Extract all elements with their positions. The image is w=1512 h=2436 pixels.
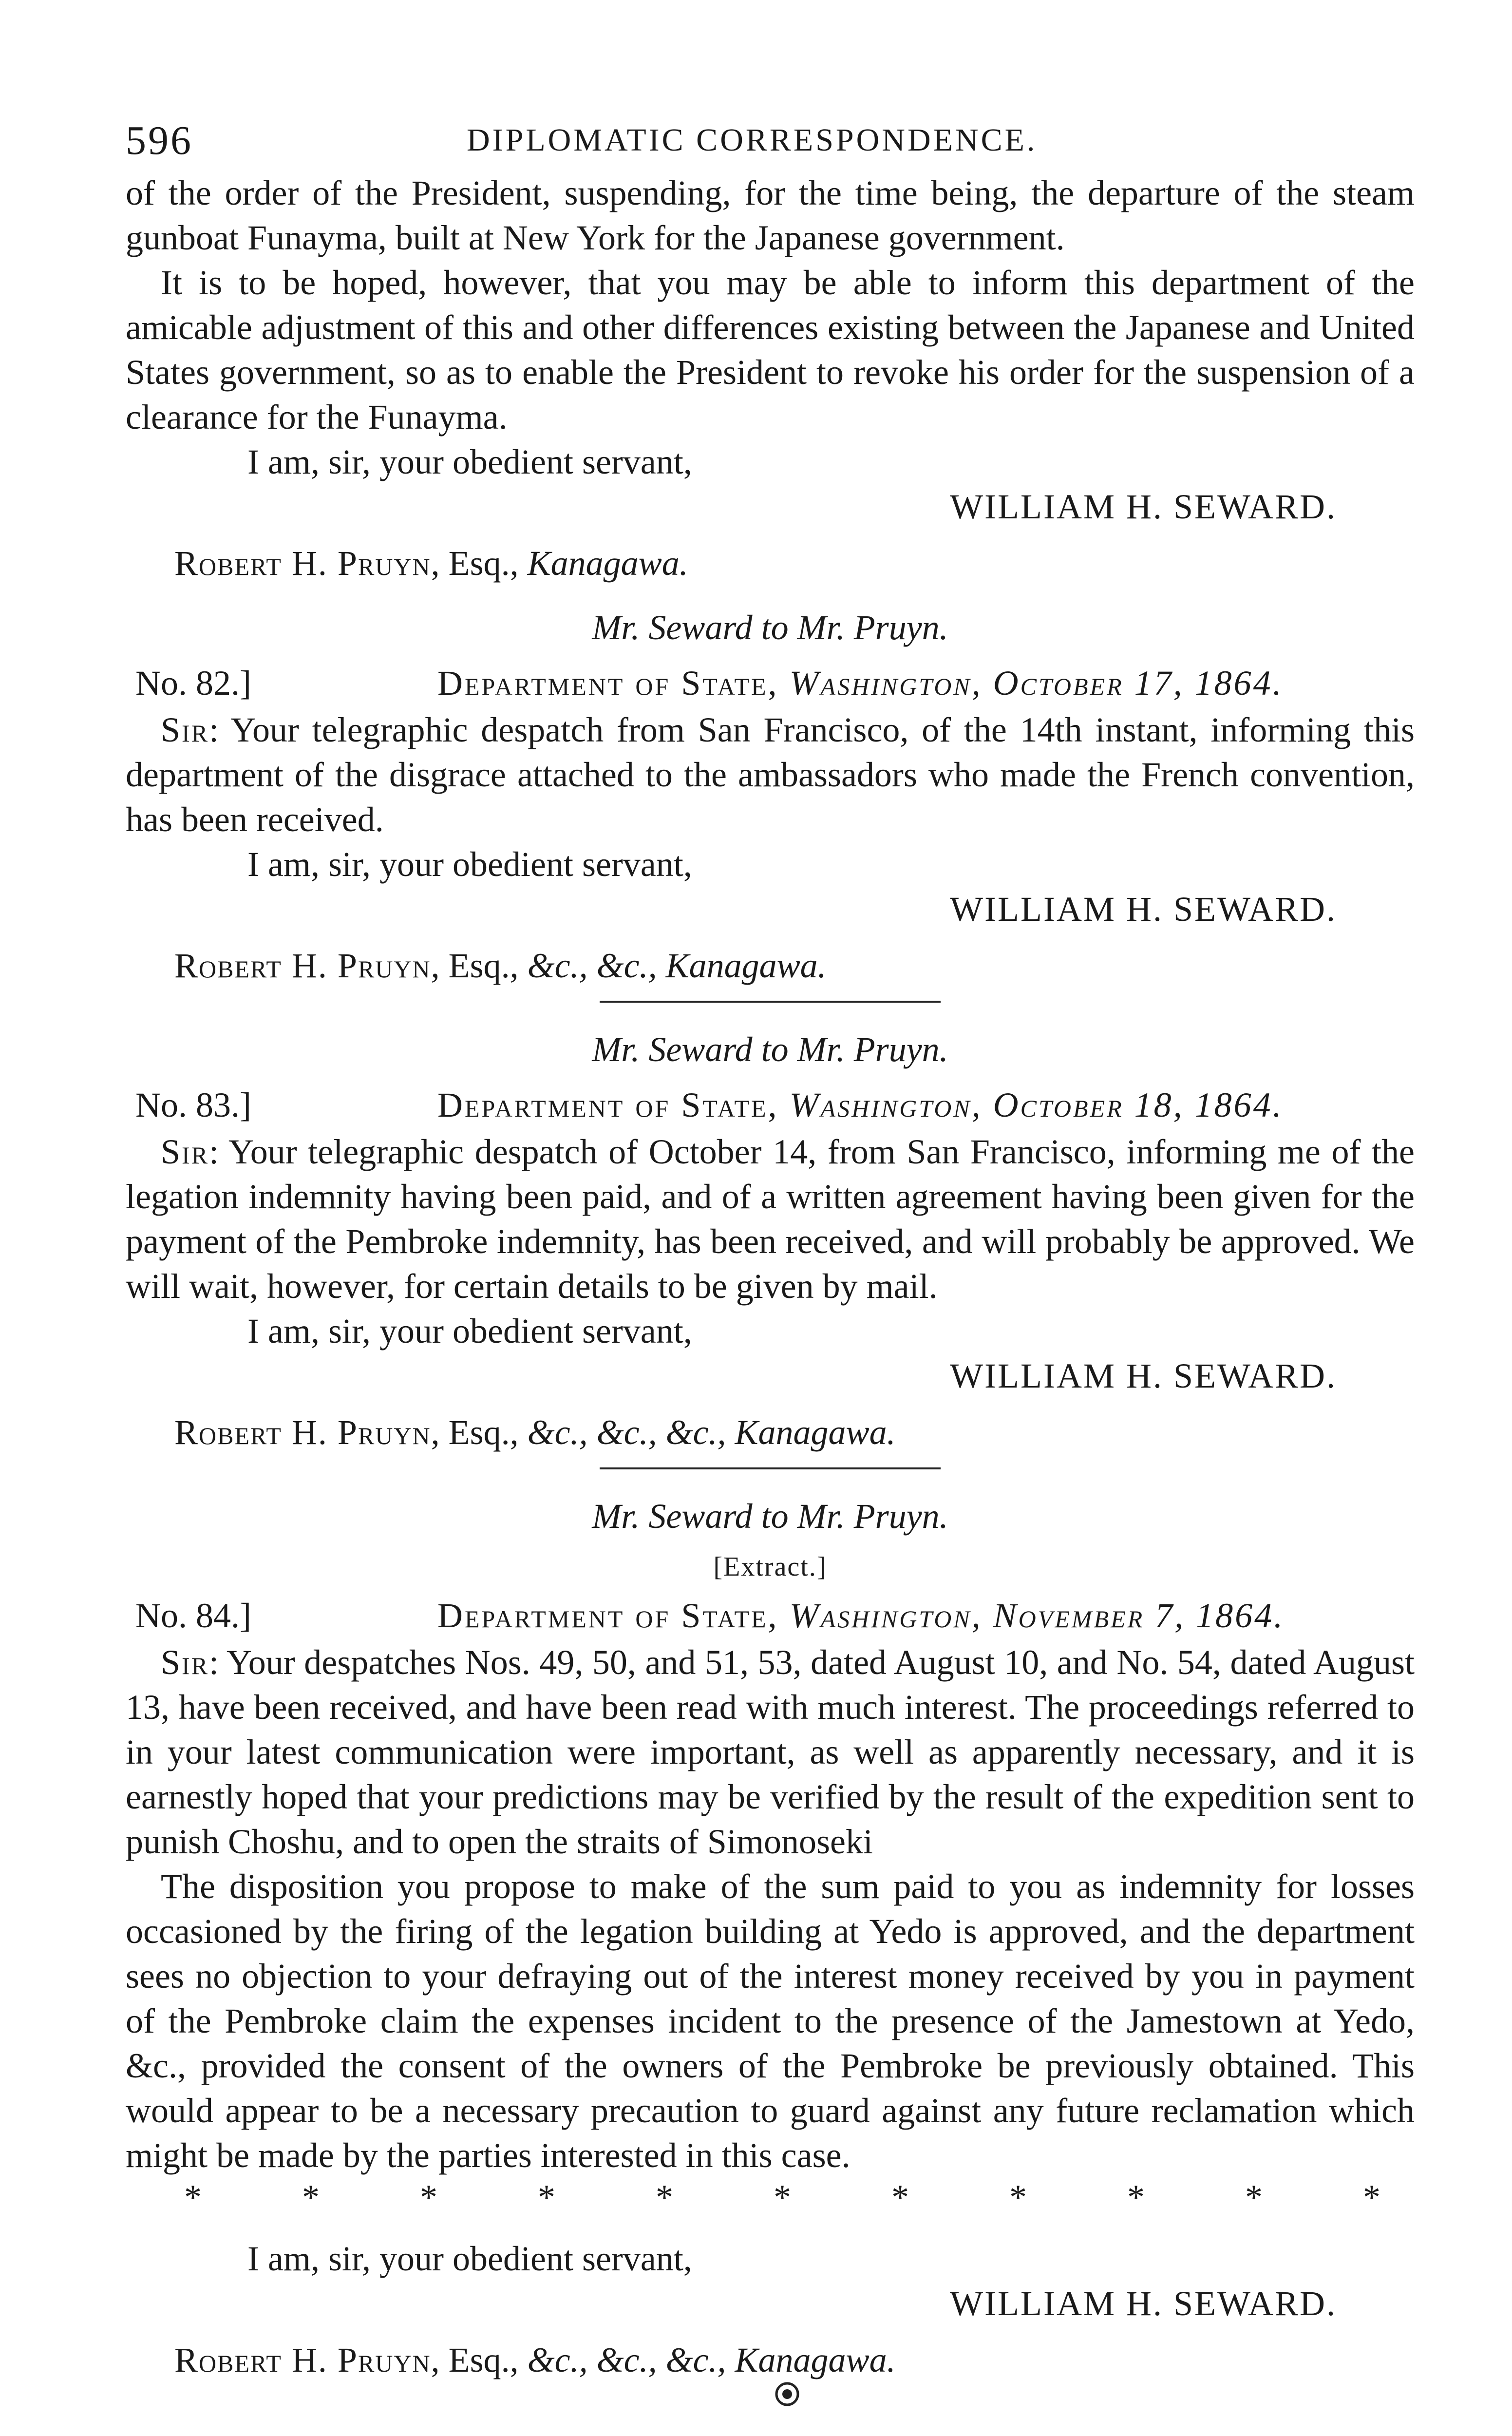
body-text: : Your telegraphic despatch from San Francisco, of the 14th instant, informing this department of the disgrace attached to the ambassadors who made the French convention, has been received. bbox=[126, 710, 1415, 839]
recipient-name: Robert H. Pruyn bbox=[174, 2341, 431, 2379]
letter-dateline bbox=[126, 1591, 1415, 1640]
section-divider bbox=[600, 1467, 941, 1469]
letter-date: Washington, October 18, 1864. bbox=[789, 1085, 1284, 1124]
signature: WILLIAM H. SEWARD. bbox=[950, 890, 1337, 929]
letter-department bbox=[437, 1591, 1285, 1640]
recipient-name: Robert H. Pruyn bbox=[174, 946, 431, 985]
letter-84 bbox=[126, 1494, 1415, 2382]
page-number: 596 bbox=[126, 118, 193, 163]
letter-body bbox=[126, 1129, 1415, 1309]
department-name: Department of State, bbox=[437, 1596, 779, 1635]
letter-body-continued: The disposition you propose to make of the sum paid to you as indemnity for losses occasioned by the firing of the legation building at Yedo is approved, and the department sees no objection to your defraying out of the interest money received by you in payment of the Pembroke claim the expenses incident to the presence of the Jamestown at Yedo, &c., provided the consent of the owners of the Pembroke be previously obtained. This would appear to be a necessary precaution to guard against any future reclamation which might be made by the parties interested in this case. bbox=[126, 1867, 1415, 2175]
star: * bbox=[1363, 2178, 1380, 2217]
letter-dateline bbox=[126, 659, 1415, 707]
recipient-name: Robert H. Pruyn bbox=[174, 1413, 431, 1452]
recipient-title: , Esq., bbox=[431, 946, 528, 985]
body-text: : Your telegraphic despatch of October 14, from San Francisco, informing me of the legation indemnity having been paid, and of a written agreement having been given for the payment of the Pembroke indemnity, has been received, and will probably be approved. We will wait, however, for certain details to be given by mail. bbox=[126, 1132, 1415, 1306]
recipient-place: &c., &c., Kanagawa. bbox=[527, 946, 827, 985]
recipient-place: &c., &c., &c., Kanagawa. bbox=[527, 1413, 896, 1452]
printer-ornament-icon bbox=[775, 2381, 800, 2407]
department-name: Department of State, bbox=[437, 1085, 779, 1124]
body-text: : Your despatches Nos. 49, 50, and 51, 53, dated August 10, and No. 54, dated August 13, have been received, and have been read with much interest. The proceedings referred to in your latest communication were important, as well as apparently necessary, and it is earnestly hoped that your predictions may be verified by the result of the expedition sent to punish Choshu, and to open the straits of Simonoseki bbox=[126, 1643, 1415, 1861]
closing: I am, sir, your obedient servant, bbox=[247, 2239, 692, 2278]
signature: WILLIAM H. SEWARD. bbox=[950, 487, 1337, 526]
salutation: Sir bbox=[161, 1132, 209, 1171]
letter-date: Washington, October 17, 1864. bbox=[789, 664, 1284, 703]
star: * bbox=[1009, 2178, 1027, 2217]
omission-stars bbox=[126, 2178, 1415, 2217]
recipient bbox=[126, 541, 1415, 586]
letter-body bbox=[126, 707, 1415, 842]
running-head bbox=[126, 112, 1415, 171]
star: * bbox=[302, 2178, 320, 2217]
letter-82 bbox=[126, 605, 1415, 1003]
letter-title: Mr. Seward to Mr. Pruyn. bbox=[592, 1030, 948, 1069]
recipient-name: Robert H. Pruyn bbox=[174, 544, 431, 583]
closing: I am, sir, your obedient servant, bbox=[247, 1312, 692, 1351]
signature: WILLIAM H. SEWARD. bbox=[950, 2284, 1337, 2323]
letter-body bbox=[126, 1640, 1415, 1864]
star: * bbox=[420, 2178, 437, 2217]
letter-dateline bbox=[126, 1081, 1415, 1129]
salutation: Sir bbox=[161, 1643, 209, 1682]
letter-number: No. 84.] bbox=[135, 1596, 251, 1635]
extract-label: [Extract.] bbox=[713, 1552, 827, 1582]
letter-title: Mr. Seward to Mr. Pruyn. bbox=[592, 608, 948, 647]
section-divider bbox=[600, 1001, 941, 1003]
star: * bbox=[538, 2178, 555, 2217]
star: * bbox=[1245, 2178, 1263, 2217]
letter-number: No. 82.] bbox=[135, 664, 251, 703]
star: * bbox=[891, 2178, 909, 2217]
recipient bbox=[126, 1410, 1415, 1455]
closing: I am, sir, your obedient servant, bbox=[247, 845, 692, 884]
paragraph: It is to be hoped, however, that you may be able to inform this department of the amicable adjustment of this and other differences existing between the Japanese and United States government, so as to enable the President to revoke his order for the suspension of a clearance for the Funayma. bbox=[126, 263, 1415, 437]
star: * bbox=[774, 2178, 791, 2217]
recipient-title: , Esq., bbox=[431, 544, 528, 583]
star: * bbox=[184, 2178, 202, 2217]
letter-department bbox=[437, 659, 1284, 707]
letter-date: Washington, November 7, 1864. bbox=[789, 1596, 1285, 1635]
letter-continuation bbox=[126, 171, 1415, 586]
recipient bbox=[126, 943, 1415, 988]
closing: I am, sir, your obedient servant, bbox=[247, 442, 692, 481]
recipient bbox=[126, 2338, 1415, 2382]
recipient-title: , Esq., bbox=[431, 2341, 528, 2379]
recipient-title: , Esq., bbox=[431, 1413, 528, 1452]
page-title: DIPLOMATIC CORRESPONDENCE. bbox=[467, 122, 1038, 158]
letter-department bbox=[437, 1081, 1284, 1129]
star: * bbox=[1127, 2178, 1145, 2217]
signature: WILLIAM H. SEWARD. bbox=[950, 1356, 1337, 1395]
department-name: Department of State, bbox=[437, 664, 779, 703]
star: * bbox=[656, 2178, 673, 2217]
letter-83 bbox=[126, 1027, 1415, 1469]
recipient-place: &c., &c., &c., Kanagawa. bbox=[527, 2341, 896, 2379]
salutation: Sir bbox=[161, 710, 209, 749]
paragraph: of the order of the President, suspending, for the time being, the departure of the steam gunboat Funayma, built at New York for the Japanese government. bbox=[126, 173, 1415, 257]
letter-title: Mr. Seward to Mr. Pruyn. bbox=[592, 1497, 948, 1536]
recipient-place: Kanagawa. bbox=[527, 544, 688, 583]
letter-number: No. 83.] bbox=[135, 1085, 251, 1124]
